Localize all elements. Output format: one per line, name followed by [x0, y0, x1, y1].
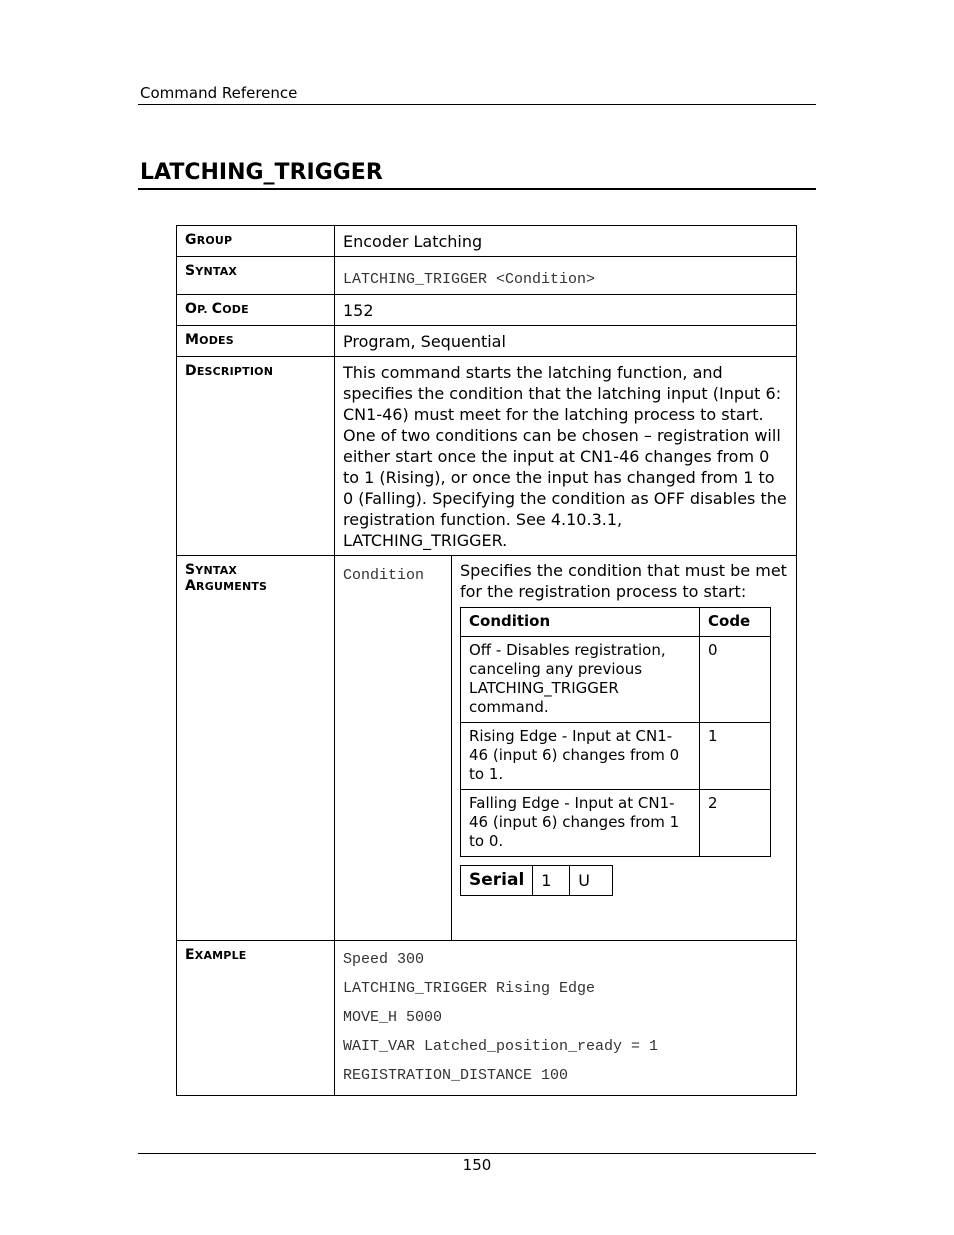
condition-text: Falling Edge - Input at CN1-46 (input 6) changes from 1 to 0.	[461, 790, 700, 857]
condition-row	[461, 637, 771, 723]
label-line-1	[185, 562, 328, 578]
condition-code: 1	[700, 723, 771, 790]
label-cap: A	[185, 578, 197, 594]
label-opcode	[177, 295, 335, 326]
label-modes	[177, 326, 335, 357]
label-example	[177, 941, 335, 1096]
example-line: WAIT_VAR Latched_position_ready = 1	[343, 1038, 659, 1055]
label-smallcaps: YNTAX	[195, 564, 238, 577]
value-modes: Program, Sequential	[335, 326, 797, 357]
arg-name-cell	[335, 556, 452, 940]
label-description	[177, 357, 335, 556]
page-title: LATCHING_TRIGGER	[140, 160, 383, 185]
title-divider	[138, 188, 816, 190]
arg-desc-cell	[452, 556, 797, 940]
label-smallcaps: YNTAX	[195, 265, 238, 278]
footer-divider	[138, 1153, 816, 1154]
condition-code: 0	[700, 637, 771, 723]
condition-header: Condition	[461, 608, 700, 637]
example-line: Speed 300	[343, 951, 425, 968]
label-cap: G	[185, 232, 197, 248]
label-smallcaps: XAMPLE	[194, 949, 247, 962]
syntax-code: LATCHING_TRIGGER <Condition>	[343, 271, 596, 288]
label-cap: S	[185, 562, 196, 578]
condition-text: Rising Edge - Input at CN1-46 (input 6) changes from 0 to 1.	[461, 723, 700, 790]
label-smallcaps: ODES	[199, 334, 234, 347]
label-cap: M	[185, 332, 200, 348]
code-header: Code	[700, 608, 771, 637]
label-smallcaps: ESCRIPTION	[196, 365, 274, 378]
label-cap: D	[185, 363, 197, 379]
value-group: Encoder Latching	[335, 226, 797, 257]
label-cap: O	[185, 301, 198, 317]
label-syntax	[177, 257, 335, 295]
serial-mode: U	[570, 866, 613, 896]
serial-value: 1	[533, 866, 570, 896]
label-group	[177, 226, 335, 257]
serial-label: Serial	[461, 866, 533, 896]
label-syntax-arguments	[177, 556, 335, 941]
value-syntax	[335, 257, 797, 295]
row-syntax	[177, 257, 797, 295]
arguments-cell	[335, 556, 797, 941]
label-smallcaps: RGUMENTS	[196, 580, 268, 593]
label-cap: E	[185, 947, 195, 963]
example-line: REGISTRATION_DISTANCE 100	[343, 1067, 569, 1084]
row-modes	[177, 326, 797, 357]
label-cap: C	[211, 301, 223, 317]
row-opcode	[177, 295, 797, 326]
header-divider	[138, 104, 816, 105]
row-description	[177, 357, 797, 556]
serial-table	[460, 865, 613, 896]
label-smallcaps: ROUP	[196, 234, 233, 247]
row-syntax-arguments	[177, 556, 797, 941]
row-group	[177, 226, 797, 257]
row-example	[177, 941, 797, 1096]
value-description: This command starts the latching function, and specifies the condition that the latching input (Input 6: CN1-46) must meet for the latching process to start. One of two conditions can be chosen – registration will either start once the input at CN1-46 changes from 0 to 1 (Rising), or once the input has changed from 1 to 0 (Falling). Specifying the condition as OFF disables the registration function. See 4.10.3.1, LATCHING_TRIGGER.	[335, 357, 797, 556]
running-header: Command Reference	[140, 84, 298, 102]
label-line-2	[185, 578, 328, 594]
label-smallcaps: ODE	[222, 303, 249, 316]
command-table	[176, 225, 797, 1096]
example-line: MOVE_H 5000	[343, 1009, 443, 1026]
condition-text: Off - Disables registration, canceling any previous LATCHING_TRIGGER command.	[461, 637, 700, 723]
condition-row	[461, 723, 771, 790]
condition-code: 2	[700, 790, 771, 857]
condition-table	[460, 607, 771, 857]
condition-header-row	[461, 608, 771, 637]
value-example	[335, 941, 797, 1096]
arg-description: Specifies the condition that must be met for the registration process to start:	[460, 561, 787, 601]
label-cap: S	[185, 263, 196, 279]
label-smallcaps: P.	[197, 303, 212, 316]
arguments-inner	[335, 556, 796, 940]
value-opcode: 152	[335, 295, 797, 326]
condition-row	[461, 790, 771, 857]
arg-name: Condition	[343, 567, 425, 584]
page-number: 150	[462, 1156, 492, 1174]
example-line: LATCHING_TRIGGER Rising Edge	[343, 980, 596, 997]
